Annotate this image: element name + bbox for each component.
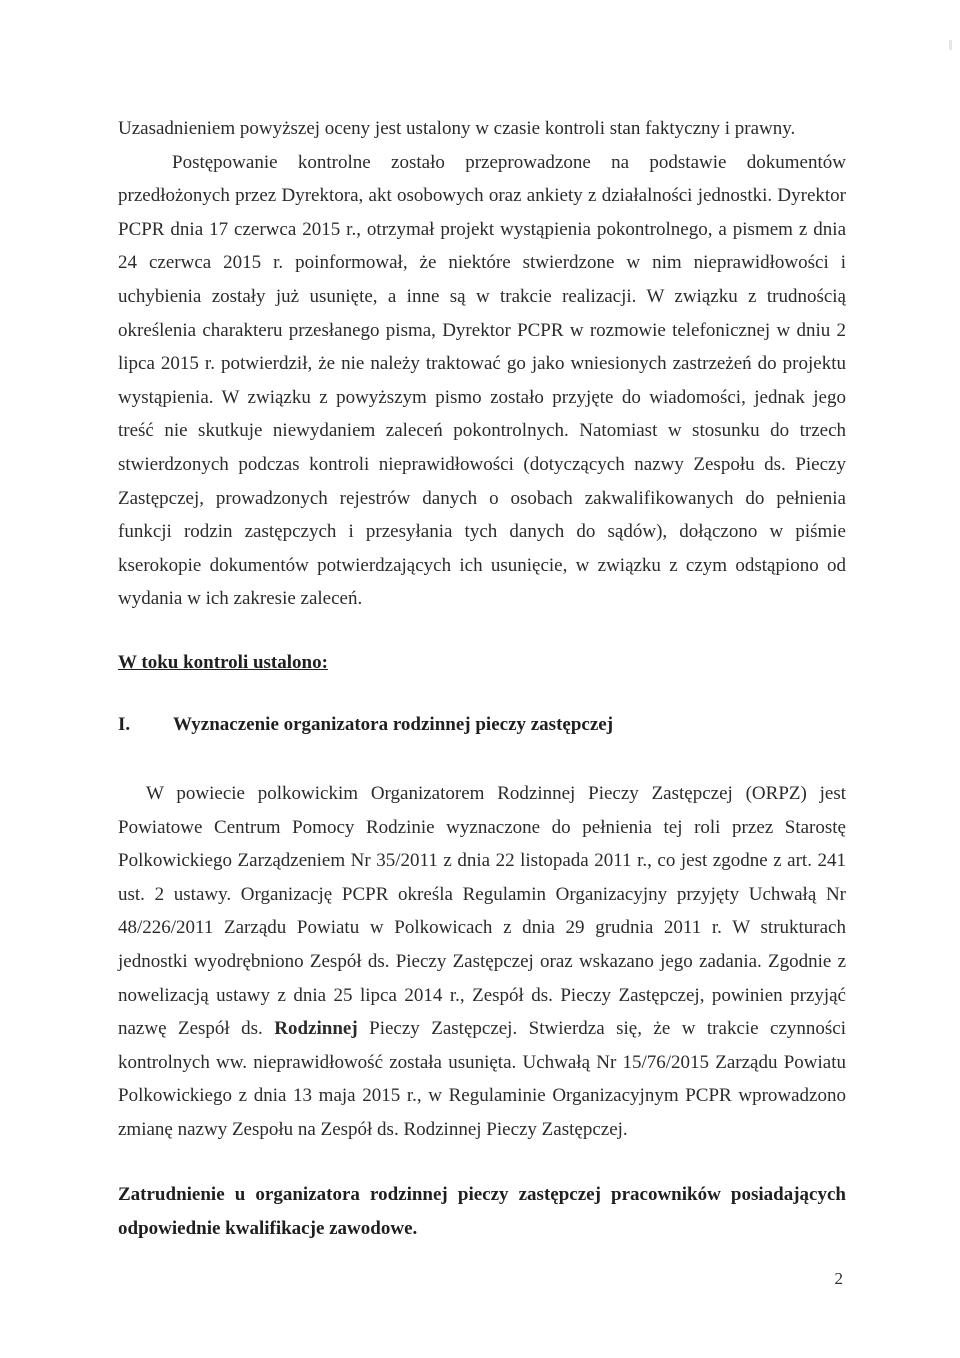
paragraph-first-line: Uzasadnieniem powyższej oceny jest ustalony w czasie kontroli stan faktyczny i prawny. xyxy=(118,118,796,139)
page-number: 2 xyxy=(834,1269,843,1288)
scan-mark xyxy=(949,40,952,50)
section-number: I. xyxy=(118,714,131,735)
paragraph-justification xyxy=(118,112,846,616)
findings-heading: W toku kontroli ustalono: xyxy=(118,652,328,673)
section-title-text: Wyznaczenie organizatora rodzinnej pieczy zastępczej xyxy=(173,714,614,735)
paragraph-organizer-text-1: W powiecie polkowickim Organizatorem Rodzinnej Pieczy Zastępczej (ORPZ) jest Powiatowe Centrum Pomocy Rodzinie wyznaczone do pełnienia tej roli przez Starostę Polkowickiego Zarządzeniem Nr 35/2011 z dnia 22 listopada 2011 r., co jest zgodne z art. 241 ust. 2 ustawy. Organizację PCPR określa Regulamin Organizacyjny przyjęty Uchwałą Nr 48/226/2011 Zarządu Powiatu w Polkowicach z dnia 29 grudnia 2011 r. W strukturach jednostki wyodrębniono Zespół ds. Pieczy Zastępczej oraz wskazano jego zadania. Zgodnie z nowelizacją ustawy z dnia 25 lipca 2014 r., Zespół ds. Pieczy Zastępczej, powinien przyjąć nazwę Zespół ds. xyxy=(118,783,846,1040)
section-title xyxy=(118,714,613,736)
paragraph-organizer-text-2: Pieczy Zastępczej. Stwierdza się, że w trakcie czynności kontrolnych ww. nieprawidłowość została usunięta. Uchwałą Nr 15/76/2015 Zarządu Powiatu Polkowickiego z dnia 13 maja 2015 r., w Regulaminie Organizacyjnym PCPR wprowadzono zmianę nazwy Zespołu na Zespół ds. Rodzinnej Pieczy Zastępczej. xyxy=(118,1018,847,1140)
paragraph-organizer xyxy=(118,777,846,1147)
subsection-heading: Zatrudnienie u organizatora rodzinnej pieczy zastępczej pracowników posiadających odpowiednie kwalifikacje zawodowe. xyxy=(118,1184,846,1239)
paragraph-body: Postępowanie kontrolne zostało przeprowadzone na podstawie dokumentów przedłożonych przez Dyrektora, akt osobowych oraz ankiety z działalności jednostki. Dyrektor PCPR dnia 17 czerwca 2015 r., otrzymał projekt wystąpienia pokontrolnego, a pismem z dnia 24 czerwca 2015 r. poinformował, że niektóre stwierdzone w nim nieprawidłowości i uchybienia zostały już usunięte, a inne są w trakcie realizacji. W związku z trudnością określenia charakteru przesłanego pisma, Dyrektor PCPR w rozmowie telefonicznej w dniu 2 lipca 2015 r. potwierdził, że nie należy traktować go jako wniesionych zastrzeżeń do projektu wystąpienia. W związku z powyższym pismo zostało przyjęte do wiadomości, jednak jego treść nie skutkuje niewydaniem zaleceń pokontrolnych. Natomiast w stosunku do trzech stwierdzonych podczas kontroli nieprawidłowości (dotyczących nazwy Zespołu ds. Pieczy Zastępczej, prowadzonych rejestrów danych o osobach zakwalifikowanych do pełnienia funkcji rodzin zastępczych i przesyłania tych danych do sądów), dołączono w piśmie kserokopie dokumentów potwierdzających ich usunięcie, w związku z czym odstąpiono od wydania w ich zakresie zaleceń. xyxy=(118,151,846,610)
paragraph-organizer-bold: Rodzinnej xyxy=(274,1018,358,1040)
